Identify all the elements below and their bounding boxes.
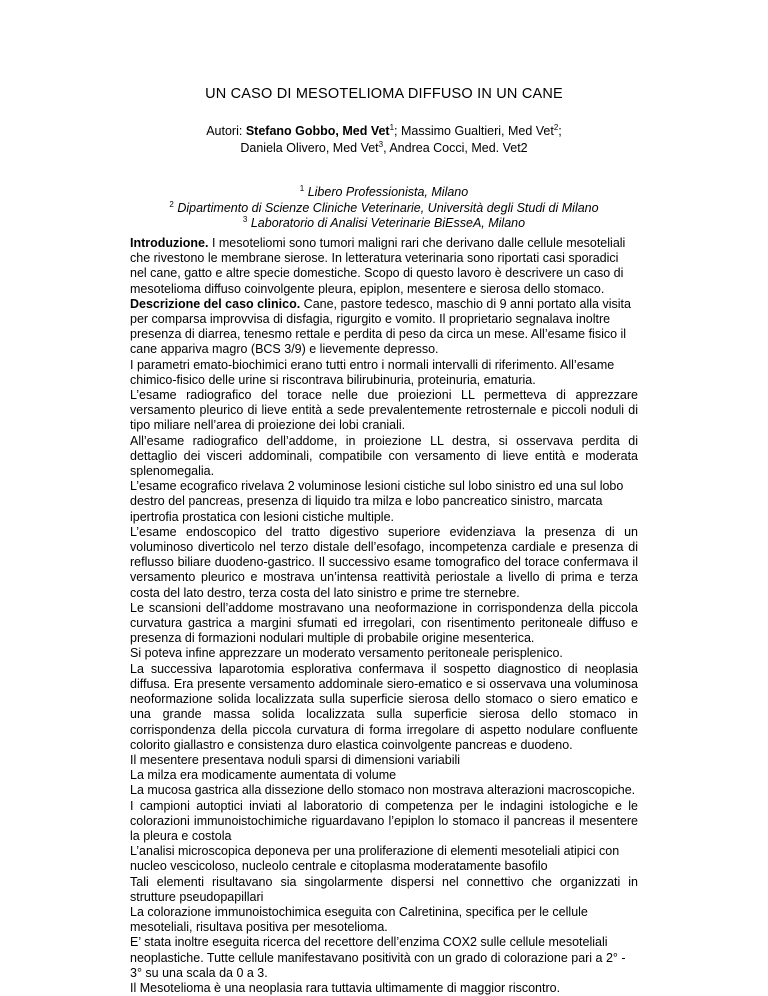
authors-line-1 [0, 123, 768, 140]
paragraph-mesentery: Il mesentere presentava noduli sparsi di dimensioni variabili [130, 752, 461, 767]
author-3-name: Daniela Olivero, Med Vet [240, 141, 379, 155]
affiliation-1-text: Libero Professionista, Milano [304, 185, 469, 199]
case-heading: Descrizione del caso clinico. [130, 296, 301, 311]
author-1-sup: 1 [389, 122, 395, 132]
case-paragraph [130, 297, 638, 358]
affiliation-1-sup: 1 [299, 183, 305, 193]
paragraph-gastric-mucosa: La mucosa gastrica alla dissezione dello stomaco non mostrava alterazioni macroscopiche. [130, 783, 636, 798]
case-text: Cane, pastore tedesco, maschio di 9 anni portato alla visita per comparsa improvvisa di disfagia, rigurgito e vomito. Il proprietario segnalava inoltre presenza di diarrea, tenesmo rettale e perdita di peso da circa un mese. All’esame fisico il cane appariva magro (BCS 3/9) e lievemente depresso. [130, 296, 631, 357]
affiliation-2-sup: 2 [169, 199, 174, 209]
intro-text: I mesoteliomi sono tumori maligni rari che derivano dalle cellule mesoteliali che rivestono le membrane sierose. In letteratura veterinaria sono riportati casi sporadici nel cane, gatto e altre specie domestiche. Scopo di questo lavoro è descrivere un caso di mesotelioma diffuso coinvolgente pleura, epiplon, mesentere e sierosa dello stomaco. [130, 236, 626, 296]
paragraph-conclusion: Il Mesotelioma è una neoplasia rara tuttavia ultimamente di maggior riscontro. [130, 980, 561, 995]
paragraph-abdomen-xray: All’esame radiografico dell’addome, in proiezione LL destra, si osservava perdita di dettaglio dei visceri addominali, compatibile con versamento di lieve entità e moderata splenomegalia. [130, 433, 638, 479]
document-title: UN CASO DI MESOTELIOMA DIFFUSO IN UN CANE [205, 86, 563, 102]
affiliation-3 [0, 216, 768, 232]
paragraph-abdomen-scans: Le scansioni dell’addome mostravano una neoformazione in corrispondenza della piccola curvatura gastrica a margini sfumati ed irregolari, con risentimento peritoneale diffuso e presenza di formazioni nodulari multiple di probabile origine mesenterica. [130, 600, 638, 646]
paragraph-thorax-xray: L’esame radiografico del torace nelle due proiezioni LL permetteva di apprezzare versamento pleurico di lieve entità a sede prevalentemente retrosternale e piccoli noduli di tipo miliare nell’area di proiezione dei lobi craniali. [130, 388, 638, 433]
authors-line-2 [0, 140, 768, 157]
paragraph-microscopy: L’analisi microscopica deponeva per una proliferazione di elementi mesoteliali atipici con nucleo vescicoloso, nucleolo centrale e citoplasma moderatamente basofilo [130, 844, 620, 874]
document-body [130, 236, 638, 996]
affiliations-block [0, 185, 768, 232]
paragraph-ultrasound: L’esame ecografico rivelava 2 voluminose lesioni cistiche sul lobo sinistro ed una sul lobo destro del pancreas, presenza di liquido tra milza e lobo pancreatico sinistro, marcata ipertrofia prostatica con lesioni cistiche multiple. [130, 479, 624, 524]
paragraph-elements: Tali elementi risultavano sia singolarmente dispersi nel connettivo che organizzati in strutture pseudopapillari [130, 874, 638, 904]
paragraph-immunohistochemistry: La colorazione immunoistochimica eseguita con Calretinina, specifica per le cellule mesoteliali, risultava positiva per mesotelioma. [130, 904, 588, 935]
paragraph-blood-tests: I parametri emato-biochimici erano tutti entro i normali intervalli di riferimento. All’esame chimico-fisico delle urine si riscontrava bilirubinuria, proteinuria, ematuria. [130, 357, 615, 387]
paragraph-laparotomy: La successiva laparotomia esplorativa confermava il sospetto diagnostico di neoplasia diffusa. Era presente versamento addominale siero-ematico e si osservava una voluminosa neoformazione solida localizzata sulla superficie sierosa dello stomaco o siero ematico e una grande massa solida localizzata sulla superficie sierosa dello stomaco in corrispondenza della piccola curvatura di forma irregolare di aspetto nodulare confluente colorito giallastro e consistenza duro elastica coinvolgente pancreas e duodeno. [130, 661, 638, 752]
affiliation-3-sup: 3 [242, 214, 248, 224]
author-1-name: Stefano Gobbo, Med Vet [245, 124, 390, 138]
affiliation-1 [0, 185, 768, 201]
author-2-sup: 2 [553, 122, 559, 132]
paragraph-cox2: E’ stata inoltre eseguita ricerca del recettore dell’enzima COX2 sulle cellule mesoteliali neoplastiche. Tutte cellule manifestavano positività con un grado di colorazione pari a 2° - 3° su una scala da 0 a 3. [130, 935, 626, 980]
intro-paragraph [130, 236, 638, 297]
paragraph-samples: I campioni autoptici inviati al laboratorio di competenza per le indagini istologiche e le colorazioni immunoistochimiche riguardavano l’epiplon lo stomaco il pancreas il mesentere la pleura e costola [130, 798, 638, 843]
authors-block [0, 123, 768, 157]
author-4-name: , Andrea Cocci, Med. Vet2 [383, 141, 528, 155]
affiliation-3-text: Laboratorio di Analisi Veterinarie BiEsseA, Milano [247, 216, 526, 230]
affiliation-2 [0, 201, 768, 217]
author-2-name: ; Massimo Gualtieri, Med Vet [394, 124, 554, 138]
author-2-end: ; [558, 124, 562, 138]
author-3-sup: 3 [378, 139, 384, 149]
paragraph-endoscopy: L’esame endoscopico del tratto digestivo superiore evidenziava la presenza di un voluminoso diverticolo nel terzo distale dell’esofago, incompetenza cardiale e presenza di reflusso biliare duodeno-gastrico. Il successivo esame tomografico del torace confermava il versamento pleurico e mostrava un’intensa reattività periostale a livello di prima e terza costa del lato destro, terza costa del lato sinistro e prime tre sternebre. [130, 524, 638, 600]
paragraph-spleen: La milza era modicamente aumentata di volume [130, 768, 397, 783]
authors-prefix: Autori: [206, 124, 246, 138]
paragraph-peritoneal-effusion: Si poteva infine apprezzare un moderato versamento peritoneale perisplenico. [130, 646, 563, 661]
affiliation-2-text: Dipartimento di Scienze Cliniche Veterinarie, Università degli Studi di Milano [173, 200, 599, 215]
intro-heading: Introduzione. [130, 236, 209, 250]
